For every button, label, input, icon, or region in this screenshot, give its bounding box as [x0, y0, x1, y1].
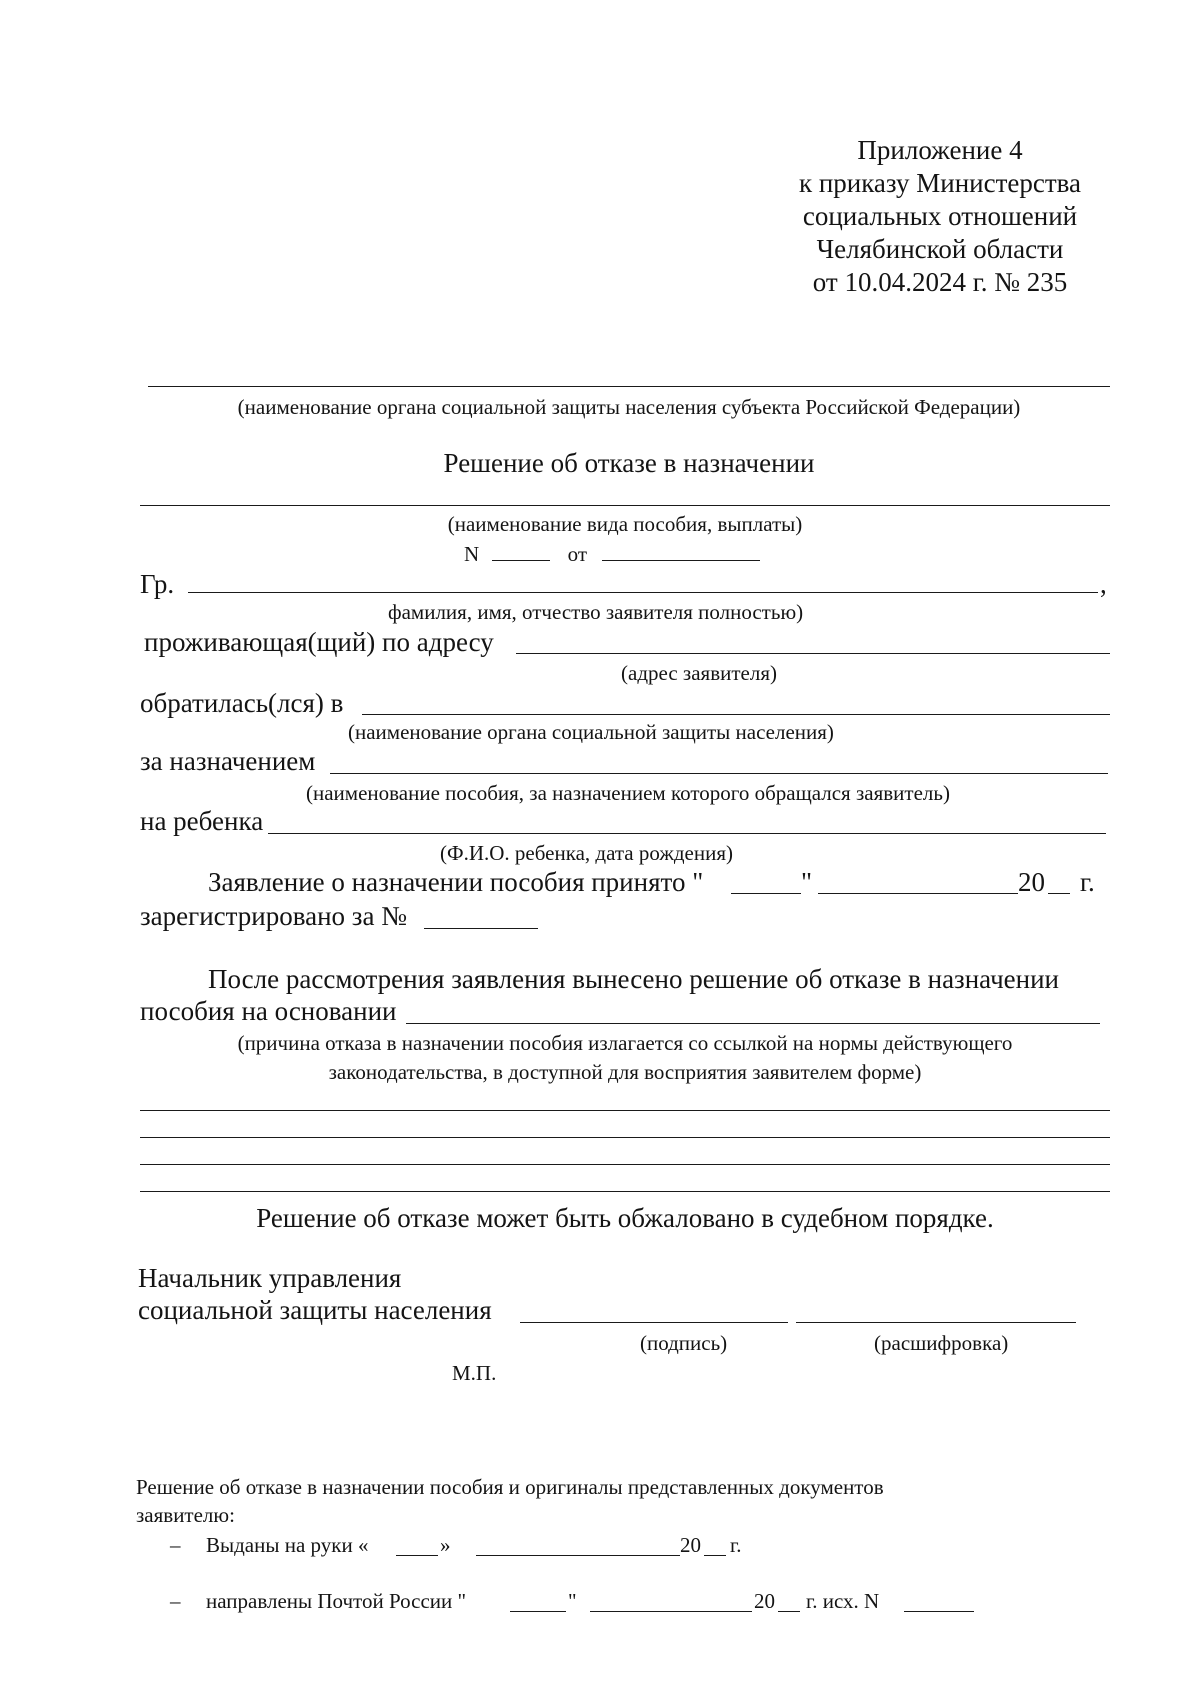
number-field[interactable]: [492, 538, 550, 561]
handed-dash: –: [170, 1533, 181, 1557]
accepted-year-suffix: г.: [1080, 867, 1095, 897]
mailed-year-field[interactable]: [778, 1611, 800, 1612]
date-field[interactable]: [602, 538, 760, 561]
authority-caption: (наименование органа социальной защиты населения субъекта Российской Федерации): [237, 395, 1021, 419]
appendix-header: [760, 134, 1120, 299]
handed-month-field[interactable]: [476, 1555, 680, 1556]
decision-text-1: После рассмотрения заявления вынесено решение об отказе в назначении: [208, 964, 1059, 994]
outgoing-label: г. исх. N: [806, 1589, 880, 1613]
accepted-year-prefix: 20: [1018, 867, 1045, 897]
mailed-label: направлены Почтой России ": [206, 1589, 467, 1613]
outgoing-number-field[interactable]: [904, 1611, 974, 1612]
reason-caption-2: законодательства, в доступной для восприятия заявителем форме): [328, 1060, 922, 1084]
header-line: к приказу Министерства: [798, 168, 1082, 198]
registered-number-field[interactable]: [424, 928, 538, 929]
accepted-label: Заявление о назначении пособия принято ": [208, 867, 704, 897]
header-line: от 10.04.2024 г. № 235: [812, 267, 1068, 297]
handed-year-prefix: 20: [680, 1533, 701, 1557]
reason-line[interactable]: [140, 1191, 1110, 1192]
reason-line[interactable]: [140, 1164, 1110, 1165]
from-label: от: [567, 542, 588, 566]
number-date-row: [464, 538, 760, 567]
address-field[interactable]: [516, 653, 1110, 654]
applied-field[interactable]: [362, 714, 1110, 715]
child-caption: (Ф.И.О. ребенка, дата рождения): [440, 841, 733, 865]
appeal-text: Решение об отказе может быть обжаловано в судебном порядке.: [256, 1203, 994, 1233]
handed-close: »: [440, 1533, 451, 1557]
number-label: N: [464, 542, 480, 566]
purpose-label: за назначением: [140, 746, 316, 776]
registered-label: зарегистрировано за №: [140, 901, 407, 931]
applied-caption: (наименование органа социальной защиты населения): [348, 720, 834, 744]
mailed-day-field[interactable]: [510, 1611, 566, 1612]
address-caption: (адрес заявителя): [621, 661, 777, 685]
handed-year-suffix: г.: [730, 1533, 742, 1557]
header-line: Челябинской области: [816, 234, 1064, 264]
mailed-close: ": [568, 1589, 577, 1613]
reason-line[interactable]: [140, 1137, 1110, 1138]
decoding-caption: (расшифровка): [874, 1331, 1009, 1355]
benefit-type-caption: (наименование вида пособия, выплаты): [447, 512, 803, 536]
child-label: на ребенка: [140, 806, 264, 836]
applied-label: обратилась(лся) в: [140, 688, 344, 718]
citizen-field[interactable]: [188, 592, 1098, 593]
authority-line: [148, 386, 1110, 387]
citizen-comma: ,: [1100, 569, 1107, 599]
signatory-line-2: социальной защиты населения: [138, 1295, 492, 1325]
reason-line[interactable]: [140, 1110, 1110, 1111]
mailed-month-field[interactable]: [590, 1611, 752, 1612]
reason-caption-1: (причина отказа в назначении пособия излагается со ссылкой на нормы действующего: [237, 1031, 1013, 1055]
header-line: Приложение 4: [857, 135, 1023, 165]
decoding-field[interactable]: [796, 1322, 1076, 1323]
benefit-type-line: [140, 505, 1110, 506]
stamp-placeholder: М.П.: [452, 1361, 497, 1385]
header-line: социальных отношений: [802, 201, 1078, 231]
child-field[interactable]: [268, 833, 1106, 834]
signature-caption: (подпись): [640, 1331, 728, 1355]
fio-caption: фамилия, имя, отчество заявителя полностью): [388, 600, 804, 624]
accepted-quote: ": [801, 867, 813, 897]
accepted-year-field[interactable]: [1048, 893, 1070, 894]
document-title: Решение об отказе в назначении: [443, 448, 815, 478]
reason-field[interactable]: [406, 1023, 1100, 1024]
purpose-caption: (наименование пособия, за назначением которого обращался заявитель): [306, 781, 950, 805]
handed-label: Выданы на руки «: [206, 1533, 369, 1557]
signatory-line-1: Начальник управления: [138, 1263, 402, 1293]
address-label: проживающая(щий) по адресу: [144, 627, 494, 657]
accepted-day-field[interactable]: [731, 893, 801, 894]
citizen-label: Гр.: [140, 569, 175, 599]
accepted-month-field[interactable]: [818, 893, 1018, 894]
handed-year-field[interactable]: [704, 1555, 726, 1556]
footer-text-2: заявителю:: [136, 1503, 235, 1527]
handed-day-field[interactable]: [396, 1555, 438, 1556]
purpose-field[interactable]: [330, 773, 1108, 774]
decision-text-2: пособия на основании: [140, 996, 397, 1026]
footer-text-1: Решение об отказе в назначении пособия и оригиналы представленных документов: [136, 1475, 884, 1499]
mailed-year-prefix: 20: [754, 1589, 775, 1613]
mailed-dash: –: [170, 1589, 181, 1613]
signature-field[interactable]: [520, 1322, 788, 1323]
